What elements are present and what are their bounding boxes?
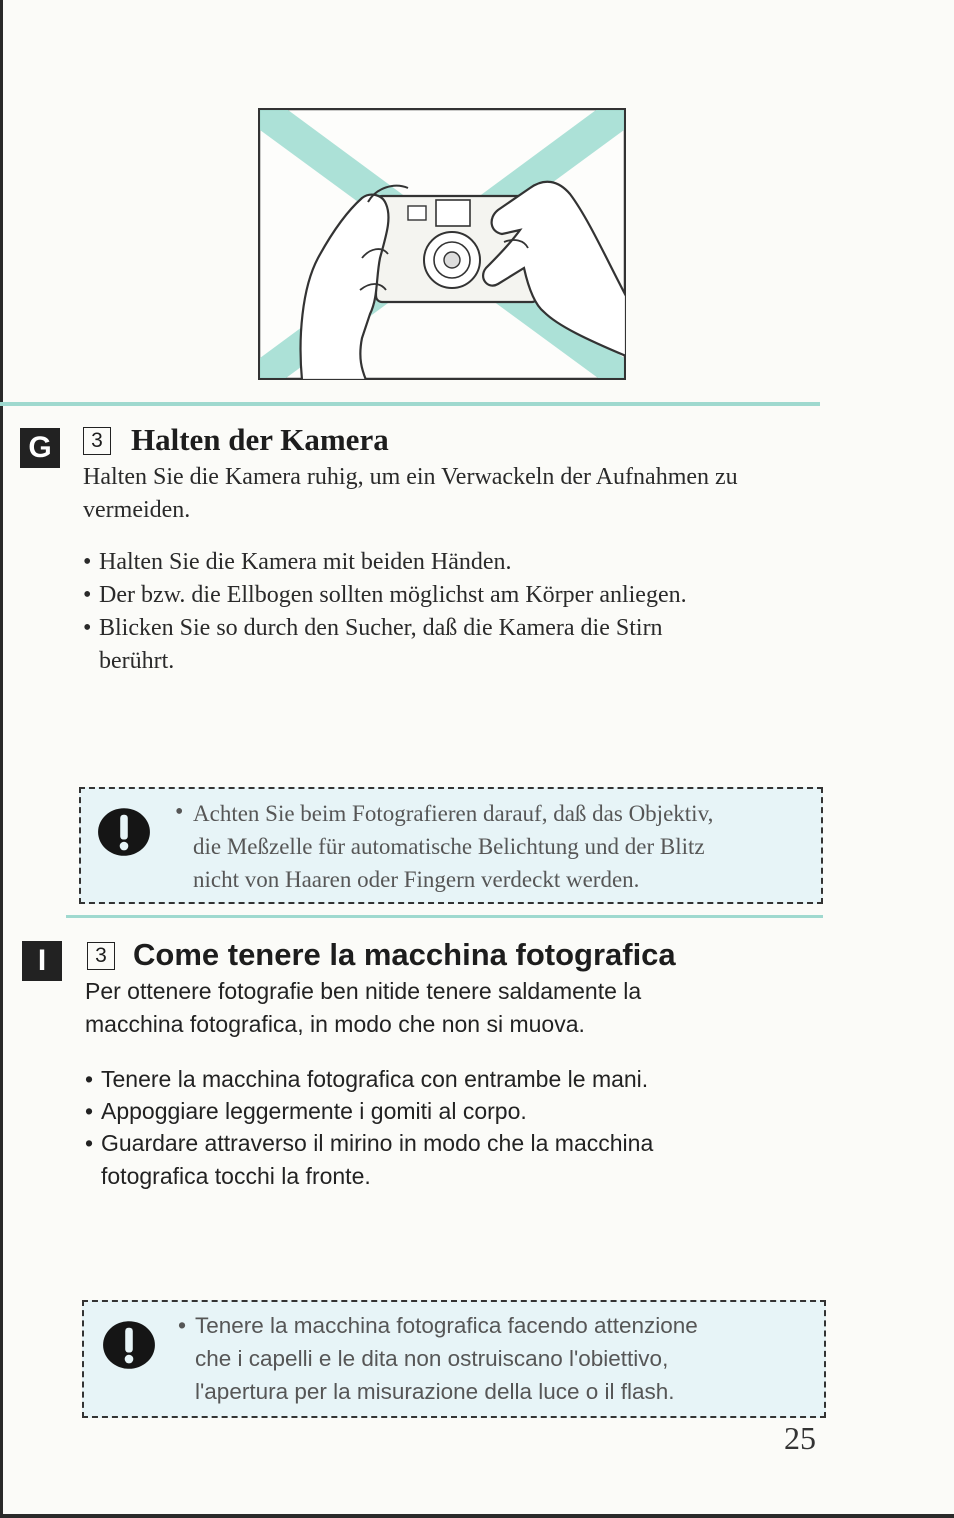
page-edge-bottom (0, 1514, 954, 1518)
camera-holding-illustration (258, 108, 626, 380)
note-line: Achten Sie beim Fotografieren darauf, daß das Objektiv, (193, 801, 714, 826)
tips-list-italian (85, 1063, 653, 1159)
note-line: die Meßzelle für automatische Belichtung und der Blitz (193, 834, 705, 859)
section-title-italian: Come tenere la macchina fotografica (133, 937, 676, 972)
caution-note-german (79, 787, 823, 904)
section-divider-middle (66, 915, 823, 918)
tips-list-german (83, 546, 687, 645)
section-title-german: Halten der Kamera (131, 422, 389, 457)
note-line: nicht von Haaren oder Fingern verdeckt werden. (193, 867, 640, 892)
list-item: • Der bzw. die Ellbogen sollten möglichst am Körper anliegen. (83, 579, 687, 612)
page-edge-left (0, 0, 3, 1518)
note-line: che i capelli e le dita non ostruiscano l'obiettivo, (195, 1346, 669, 1371)
step-number-box: 3 (83, 427, 111, 455)
list-item: • Blicken Sie so durch den Sucher, daß die Kamera die Stirn (83, 612, 687, 645)
list-item: • Guardare attraverso il mirino in modo che la macchina (85, 1127, 653, 1159)
list-item: • Appoggiare leggermente i gomiti al corpo. (85, 1095, 653, 1127)
intro-text-german (83, 461, 738, 527)
caution-icon (102, 1318, 156, 1372)
caution-icon (97, 805, 151, 859)
note-bullet: • (178, 1312, 187, 1338)
list-item-continuation: berührt. (99, 648, 175, 674)
section-divider-top (0, 402, 820, 406)
list-item-continuation: fotografica tocchi la fronte. (101, 1163, 371, 1189)
intro-line: macchina fotografica, in modo che non si muova. (85, 1011, 585, 1037)
intro-line: vermeiden. (83, 497, 191, 523)
list-item: • Halten Sie die Kamera mit beiden Händen. (83, 546, 687, 579)
caution-note-italian (82, 1300, 826, 1418)
intro-text-italian (85, 975, 641, 1041)
note-text-german (193, 797, 713, 896)
intro-line: Per ottenere fotografie ben nitide tenere saldamente la (85, 978, 642, 1004)
note-line: Tenere la macchina fotografica facendo attenzione (195, 1313, 698, 1338)
note-text-italian (195, 1309, 698, 1408)
note-bullet: • (175, 799, 184, 825)
page-number: 25 (784, 1420, 816, 1456)
language-badge-german: G (20, 428, 60, 468)
step-number-box: 3 (87, 942, 115, 970)
list-item: • Tenere la macchina fotografica con entrambe le mani. (85, 1063, 653, 1095)
language-badge-italian: I (22, 941, 62, 981)
note-line: l'apertura per la misurazione della luce o il flash. (195, 1379, 675, 1404)
intro-line: Halten Sie die Kamera ruhig, um ein Verwackeln der Aufnahmen zu (83, 464, 738, 490)
